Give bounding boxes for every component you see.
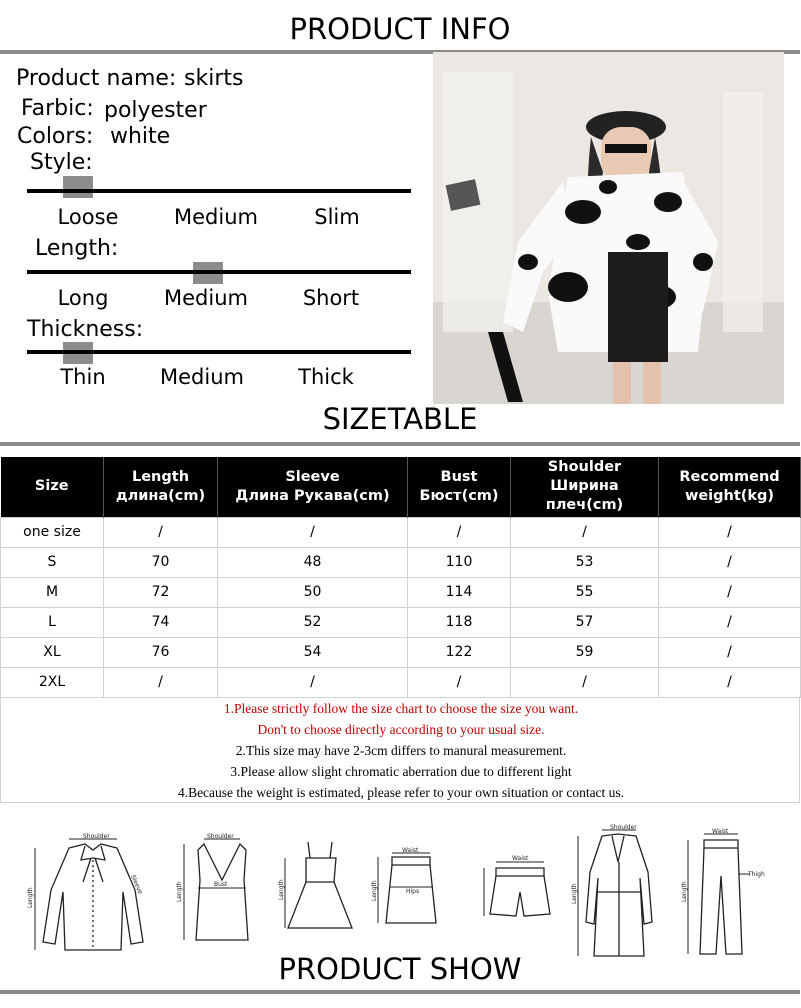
header-sleeve: Sleeve Длина Рукава(cm)	[218, 457, 408, 517]
table-cell: M	[1, 577, 104, 607]
thickness-option-thick: Thick	[298, 365, 354, 389]
table-cell: /	[511, 667, 659, 697]
length-scale-line	[27, 270, 411, 274]
table-cell: /	[659, 667, 801, 697]
coat-diagram	[572, 822, 662, 962]
table-cell: 48	[218, 547, 408, 577]
size-table-header-row	[1, 457, 801, 517]
table-cell: 114	[408, 577, 511, 607]
camisole-diagram	[170, 830, 260, 960]
table-row	[1, 637, 801, 667]
svg-text:Shoulder: Shoulder	[610, 824, 637, 831]
thickness-label: Thickness:	[27, 317, 144, 342]
note-1: 1.Please strictly follow the size chart to choose the size you want.	[223, 701, 579, 716]
product-show-title: PRODUCT SHOW	[278, 952, 522, 986]
svg-text:Waist: Waist	[712, 828, 729, 835]
product-info-title: PRODUCT INFO	[289, 12, 511, 46]
svg-text:Length: Length	[278, 879, 285, 900]
table-cell: 57	[511, 607, 659, 637]
length-option-medium: Medium	[164, 286, 248, 310]
table-row	[1, 517, 801, 547]
table-cell: 72	[104, 577, 218, 607]
header-shoulder: Shoulder Ширина плеч(cm)	[511, 457, 659, 517]
table-row	[1, 607, 801, 637]
table-cell: /	[218, 667, 408, 697]
table-cell: /	[659, 637, 801, 667]
header-length: Length длина(cm)	[104, 457, 218, 517]
table-cell: /	[659, 607, 801, 637]
blouse-diagram	[25, 830, 155, 960]
note-3: 3.Please allow slight chromatic aberration due to different light	[230, 764, 572, 779]
table-cell: 118	[408, 607, 511, 637]
length-option-long: Long	[57, 286, 109, 310]
table-cell: 70	[104, 547, 218, 577]
note-1b: Don't to choose directly according to your usual size.	[257, 722, 545, 737]
table-cell: 54	[218, 637, 408, 667]
table-cell: 2XL	[1, 667, 104, 697]
table-cell: /	[104, 667, 218, 697]
size-table	[0, 457, 801, 698]
table-cell: one size	[1, 517, 104, 547]
table-row	[1, 547, 801, 577]
shorts-diagram	[480, 848, 555, 928]
svg-text:Waist: Waist	[512, 855, 529, 862]
svg-text:Shoulder: Shoulder	[207, 833, 234, 840]
length-label: Length:	[35, 236, 119, 261]
sizetable-title: SIZETABLE	[322, 402, 478, 436]
table-row	[1, 667, 801, 697]
table-cell: 76	[104, 637, 218, 667]
note-4: 4.Because the weight is estimated, please refer to your own situation or contact us.	[177, 785, 625, 800]
table-cell: /	[218, 517, 408, 547]
thickness-option-thin: Thin	[60, 365, 106, 389]
colors-label: Colors:	[17, 124, 94, 149]
thickness-option-medium: Medium	[160, 365, 244, 389]
svg-text:Waist: Waist	[402, 847, 419, 854]
fabric-label: Farbic:	[21, 96, 94, 121]
svg-text:Hips: Hips	[406, 888, 420, 895]
table-cell: /	[659, 577, 801, 607]
svg-text:Length: Length	[371, 880, 378, 901]
table-cell: 50	[218, 577, 408, 607]
table-cell: 52	[218, 607, 408, 637]
pants-diagram	[678, 826, 768, 961]
header-size: Size	[1, 457, 104, 517]
table-cell: L	[1, 607, 104, 637]
table-row	[1, 577, 801, 607]
header-bust: Bust Бюст(cm)	[408, 457, 511, 517]
product-photo	[433, 52, 784, 404]
product-name-label: Product name:	[16, 66, 177, 91]
fabric-value: polyester	[104, 98, 207, 123]
footer-divider	[0, 990, 800, 994]
table-cell: /	[659, 547, 801, 577]
sizetable-divider	[0, 442, 800, 446]
dress-diagram	[280, 838, 355, 948]
svg-text:Length: Length	[176, 881, 183, 902]
svg-text:Length: Length	[681, 881, 688, 902]
table-cell: 53	[511, 547, 659, 577]
svg-text:Length: Length	[27, 887, 34, 908]
note-2: 2.This size may have 2-3cm differs to manural measurement.	[235, 743, 567, 758]
style-scale-line	[27, 189, 411, 193]
product-name-value: skirts	[184, 66, 244, 91]
colors-value: white	[110, 124, 171, 149]
table-cell: 55	[511, 577, 659, 607]
svg-text:Length: Length	[571, 883, 578, 904]
table-cell: S	[1, 547, 104, 577]
table-cell: /	[408, 517, 511, 547]
table-cell: /	[104, 517, 218, 547]
skirt-diagram	[370, 845, 445, 935]
length-option-short: Short	[302, 286, 360, 310]
table-cell: 74	[104, 607, 218, 637]
header-recommend-weight: Recommend weight(kg)	[659, 457, 801, 517]
style-label: Style:	[30, 150, 93, 175]
table-cell: /	[408, 667, 511, 697]
svg-text:Bust: Bust	[214, 881, 228, 888]
thickness-scale-line	[27, 350, 411, 354]
svg-text:Shoulder: Shoulder	[83, 833, 110, 840]
table-cell: /	[659, 517, 801, 547]
size-notes	[0, 697, 800, 803]
table-cell: 59	[511, 637, 659, 667]
svg-text:Sleeve: Sleeve	[129, 873, 144, 896]
style-option-slim: Slim	[314, 205, 360, 229]
table-cell: 110	[408, 547, 511, 577]
table-cell: XL	[1, 637, 104, 667]
table-cell: 122	[408, 637, 511, 667]
table-cell: /	[511, 517, 659, 547]
style-marker	[63, 176, 93, 198]
style-option-loose: Loose	[57, 205, 119, 229]
style-option-medium: Medium	[174, 205, 258, 229]
svg-text:Thigh: Thigh	[748, 871, 765, 878]
